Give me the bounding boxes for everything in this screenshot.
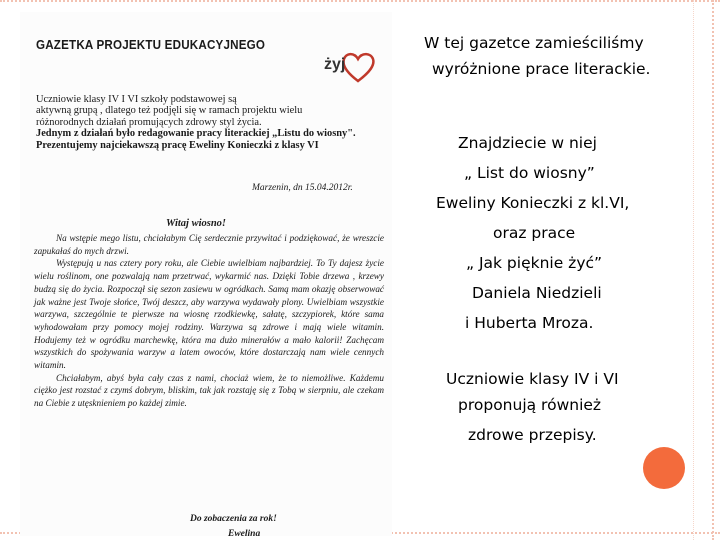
- letter-closing: Do zobaczenia za rok!: [190, 514, 277, 524]
- text-line: oraz prace: [493, 224, 576, 242]
- text-line: wyróżnione prace literackie.: [432, 60, 651, 78]
- text-line: W tej gazetce zamieściliśmy: [424, 34, 644, 52]
- text-line: i Huberta Mroza.: [465, 314, 594, 332]
- letter-signature: Ewelina: [228, 529, 261, 536]
- text-line: „ Jak pięknie żyć”: [466, 254, 603, 272]
- letter-body: [34, 232, 384, 410]
- heart-icon: [340, 50, 376, 84]
- letter-paragraph: Na wstępie mego listu, chciałabym Cię serdecznie przywitać i podziękować, że wreszcie zapukałaś do mych drzwi.: [34, 233, 384, 256]
- text-line: Znajdziecie w niej: [458, 134, 597, 152]
- slide-frame-inner-right: [693, 0, 694, 540]
- intro-line: różnorodnych działań promujących zdrowy styl życia.: [36, 116, 262, 128]
- letter-paragraph: Występują u nas cztery pory roku, ale Ciebie uwielbiam najbardziej. To Ty dajesz życie wielu roślinom, one pozwalają nam przetrwać, wykarmić nas. Dzięki Tobie drzewa , krzewy budzą się do życia. Rozpoczął się sezon zasiewu w ogródkach. Samą mam okazję obserwować jak ważne jest Twoje słońce, Twój deszcz, aby warzywa wydawały plony. Uwielbiam wszystkie warzywa, szczególnie te pierwsze na wiosnę rzodkiewkę, sałatę, szczypiorek, które sama wyhodowałam przy pomocy mojej rodziny. Warzywa są zdrowe i mają wiele witamin. Hodujemy też w ogródku marchewkę, która ma dużo minerałów a mało kalorii! Zachęcam wszystkich do spożywania warzyw a latem owoców, które dostarczają nam wiele cennych witamin.: [34, 258, 384, 371]
- newsletter-title: GAZETKA PROJEKTU EDUKACYJNEGO: [36, 38, 266, 52]
- slide-frame-top: [0, 0, 720, 2]
- text-line: Eweliny Konieczki z kl.VI,: [436, 194, 630, 212]
- slide-frame-right: [712, 0, 714, 540]
- text-line: proponują również: [458, 396, 602, 414]
- project-logo: [322, 48, 382, 94]
- text-line: zdrowe przepisy.: [468, 426, 597, 444]
- text-line: „ List do wiosny”: [464, 164, 595, 182]
- letter-greeting: Witaj wiosno!: [166, 218, 227, 229]
- text-line: Daniela Niedzieli: [472, 284, 602, 302]
- intro-line: Prezentujemy najciekawszą pracę Eweliny Konieczki z klasy VI: [36, 139, 319, 151]
- text-line: Uczniowie klasy IV i VI: [446, 370, 619, 388]
- logo-text: żyj: [324, 56, 346, 73]
- letter-date: Marzenin, dn 15.04.2012r.: [252, 183, 353, 193]
- scanned-newsletter: [20, 12, 392, 536]
- newsletter-intro: [36, 94, 386, 151]
- intro-line: Uczniowie klasy IV I VI szkoły podstawowej są: [36, 94, 237, 105]
- intro-line: Jednym z działań było redagowanie pracy literackiej „Listu do wiosny".: [36, 128, 356, 140]
- intro-line: aktywną grupą , dlatego też podjęli się w ramach projektu wielu: [36, 105, 303, 117]
- decorative-orange-circle: [643, 447, 685, 489]
- letter-paragraph: Chciałabym, abyś była cały czas z nami, chociaż wiem, że to niemożliwe. Każdemu ciężko jest rozstać z czymś dobrym, bliskim, tak jak rozstaję się z Tobą w sierpniu, ale czekam na Ciebie z utęsknieniem po każdej zimie.: [34, 372, 384, 409]
